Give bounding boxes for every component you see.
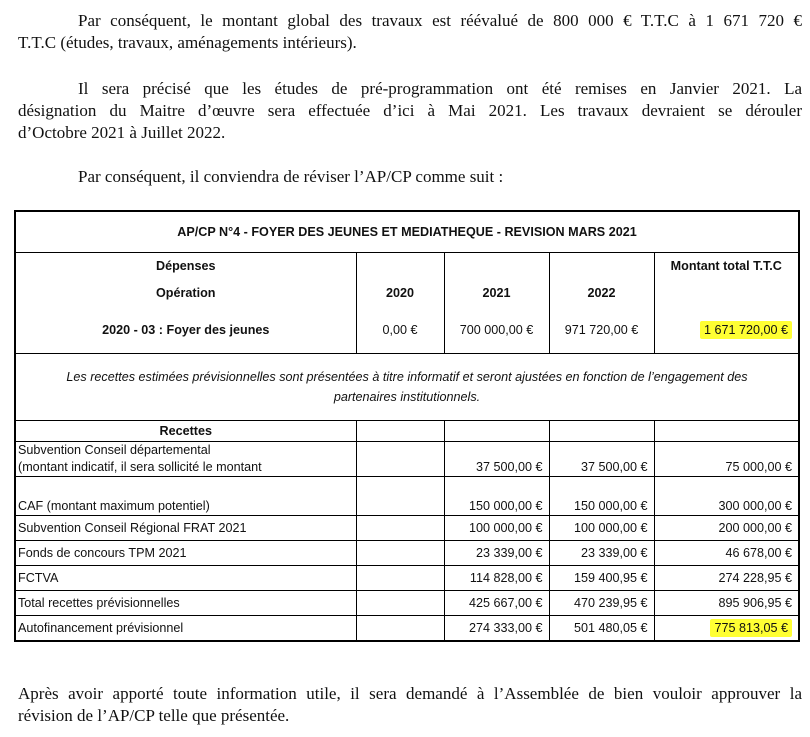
recette-total: 200 000,00 €: [654, 516, 799, 541]
recette-2022: 23 339,00 €: [549, 541, 654, 566]
recette-total: 75 000,00 €: [654, 442, 799, 477]
operation-2022: 971 720,00 €: [549, 307, 654, 354]
paragraph-reevaluation: [18, 10, 802, 54]
depenses-label: Dépenses: [15, 253, 356, 280]
recette-2021: 425 667,00 €: [444, 591, 549, 616]
operation-label: Opération: [15, 279, 356, 307]
paragraph-calendrier-line-1: Il sera précisé que les études de pré-programmation ont été remises en Janvier 2021. La: [78, 79, 802, 98]
recettes-label: Recettes: [15, 421, 356, 442]
recette-label-1b: (montant indicatif, il sera sollicité le montant: [18, 460, 262, 474]
operation-name: 2020 - 03 : Foyer des jeunes: [15, 307, 356, 354]
operation-total-highlighted: 1 671 720,00 €: [700, 321, 792, 339]
operation-2021: 700 000,00 €: [444, 307, 549, 354]
paragraph-reevaluation-line-2: T.T.C (études, travaux, aménagements intérieurs).: [18, 33, 357, 52]
recette-2021: 150 000,00 €: [444, 477, 549, 516]
recettes-note-line-2: partenaires institutionnels.: [333, 390, 481, 404]
recette-2022: 470 239,95 €: [549, 591, 654, 616]
paragraph-conclusion: [18, 683, 802, 727]
recettes-header-row: [15, 421, 799, 442]
operation-row: [15, 307, 799, 354]
recette-label-3: Subvention Conseil Régional FRAT 2021: [15, 516, 356, 541]
recette-2021: 37 500,00 €: [444, 442, 549, 477]
recette-label-2: CAF (montant maximum potentiel): [15, 477, 356, 516]
table-row: [15, 516, 799, 541]
recette-label-7: Autofinancement prévisionnel: [15, 616, 356, 642]
table-row: [15, 541, 799, 566]
table-row: [15, 566, 799, 591]
recettes-note: [15, 354, 799, 421]
recette-2022: 501 480,05 €: [549, 616, 654, 642]
table-header-row-1: [15, 253, 799, 280]
paragraph-conclusion-line-2: révision de l’AP/CP telle que présentée.: [18, 706, 290, 725]
paragraph-calendrier: [18, 78, 802, 144]
paragraph-revision-intro-line-1: Par conséquent, il conviendra de réviser l’AP/CP comme suit :: [78, 167, 504, 186]
table-header-row-2: [15, 279, 799, 307]
paragraph-reevaluation-line-1: Par conséquent, le montant global des travaux est réévalué de 800 000 € T.T.C à 1 671 720 €: [78, 11, 802, 30]
paragraph-calendrier-line-2: désignation du Maitre d’œuvre sera effectuée d’ici à Mai 2021. Les travaux devraient se dérouler: [18, 101, 802, 120]
recettes-note-line-1: Les recettes estimées prévisionnelles sont présentées à titre informatif et seront ajustées en fonction de l’engagement des: [66, 370, 748, 384]
recette-2022: 100 000,00 €: [549, 516, 654, 541]
recette-2021: 23 339,00 €: [444, 541, 549, 566]
recette-2021: 114 828,00 €: [444, 566, 549, 591]
paragraph-calendrier-line-3: d’Octobre 2021 à Juillet 2022.: [18, 123, 226, 142]
recette-label-6: Total recettes prévisionnelles: [15, 591, 356, 616]
apcp-table-container: [14, 210, 798, 666]
operation-2020: 0,00 €: [356, 307, 444, 354]
table-row: [15, 616, 799, 642]
recette-2022: 159 400,95 €: [549, 566, 654, 591]
recette-2021: 274 333,00 €: [444, 616, 549, 642]
recette-total: 274 228,95 €: [654, 566, 799, 591]
recette-2022: 37 500,00 €: [549, 442, 654, 477]
paragraph-revision-intro: [18, 166, 802, 188]
year-2020-header: 2020: [356, 279, 444, 307]
year-2022-header: 2022: [549, 279, 654, 307]
table-title-row: [15, 211, 799, 253]
table-row: [15, 477, 799, 516]
apcp-table: [14, 210, 800, 642]
autofinancement-total-highlighted: 775 813,05 €: [710, 619, 792, 637]
table-title: AP/CP N°4 - FOYER DES JEUNES ET MEDIATHEQUE - REVISION MARS 2021: [15, 211, 799, 253]
table-row: [15, 442, 799, 477]
recette-total: 895 906,95 €: [654, 591, 799, 616]
year-2021-header: 2021: [444, 279, 549, 307]
recette-2022: 150 000,00 €: [549, 477, 654, 516]
recette-2021: 100 000,00 €: [444, 516, 549, 541]
recette-total: 46 678,00 €: [654, 541, 799, 566]
table-row: [15, 591, 799, 616]
paragraph-conclusion-line-1: Après avoir apporté toute information utile, il sera demandé à l’Assemblée de bien vouloir approuver la: [18, 684, 802, 703]
recette-label-4: Fonds de concours TPM 2021: [15, 541, 356, 566]
recette-label-1: Subvention Conseil départemental: [18, 443, 211, 457]
note-row: [15, 354, 799, 421]
recette-total: 300 000,00 €: [654, 477, 799, 516]
montant-total-header: Montant total T.T.C: [654, 253, 799, 280]
recette-label-5: FCTVA: [15, 566, 356, 591]
